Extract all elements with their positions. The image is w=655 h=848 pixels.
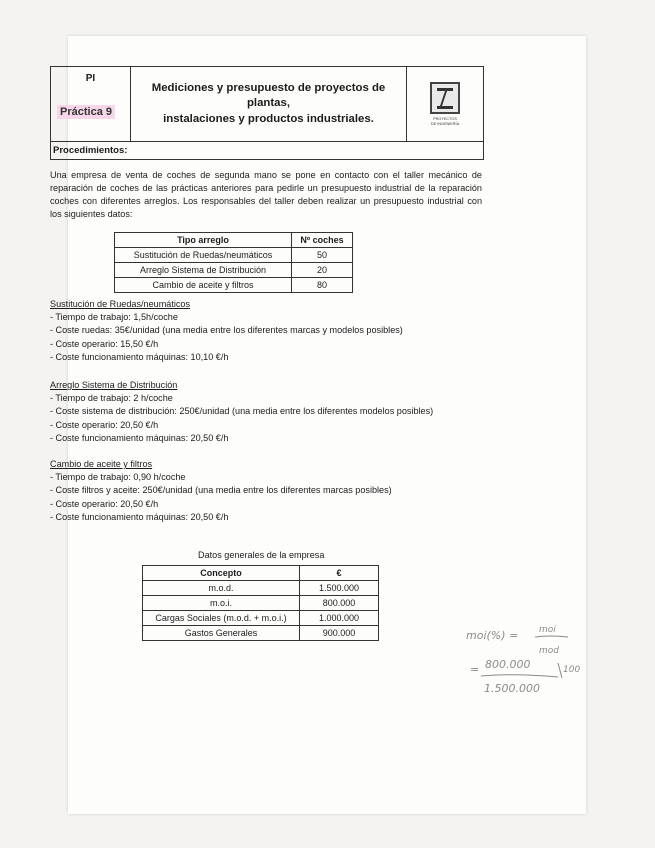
table-cell: Arreglo Sistema de Distribución [115,263,292,278]
handwritten-fraction-den: mod [539,646,559,656]
section-line: - Tiempo de trabajo: 0,90 h/coche [50,472,186,483]
handwritten-fraction2-bar [481,675,558,677]
empresa-table-title: Datos generales de la empresa [198,550,325,560]
handwritten-times-mark [558,663,562,678]
practice-number: Práctica 9 [57,105,115,119]
column-header: € [300,566,379,581]
table-cell: 800.000 [300,596,379,611]
section-title: Cambio de aceite y filtros [50,459,153,469]
title-line-2: instalaciones y productos industriales. [163,112,374,125]
handwritten-fraction-bar [535,636,568,637]
section-line: - Coste operario: 15,50 €/h [50,338,159,349]
table-cell: 1.000.000 [300,611,379,626]
section-line: - Coste funcionamiento máquinas: 20,50 €/h [50,511,229,522]
table-cell: 1.500.000 [300,581,379,596]
table-cell: 50 [292,248,353,263]
handwritten-fraction2-num: 800.000 [485,658,531,671]
section-line: - Coste filtros y aceite: 250€/unidad (una media entre los diferentes marcas posibles) [50,485,392,496]
section-line: - Coste operario: 20,50 €/h [50,419,159,430]
procedimientos-label: Procedimientos: [50,142,484,160]
course-code: PI [85,73,96,84]
table-cell: Cargas Sociales (m.o.d. + m.o.i.) [143,611,300,626]
table-cell: Cambio de aceite y filtros [115,278,292,293]
handwritten-fraction-num: moi [539,625,556,635]
table-cell: m.o.i. [143,596,300,611]
logo-caption: PROYECTOS DE INGENIERÍA [430,116,460,126]
column-header: Tipo arreglo [115,233,292,248]
section-line: - Coste ruedas: 35€/unidad (una media entre los diferentes marcas y modelos posibles) [50,325,403,336]
section-line: - Coste funcionamiento máquinas: 20,50 €/h [50,432,229,443]
column-header: Nº coches [292,233,353,248]
section-line: - Coste sistema de distribución: 250€/unidad (una media entre los diferentes modelos posibles) [50,406,434,417]
section-title: Arreglo Sistema de Distribución [50,380,178,390]
column-header: Concepto [143,566,300,581]
section-line: - Coste funcionamiento máquinas: 10,10 €/h [50,351,229,362]
table-cell: Sustitución de Ruedas/neumáticos [115,248,292,263]
section-line: - Coste operario: 20,50 €/h [50,498,159,509]
handwritten-times: 100 [563,665,581,675]
table-cell: 900.000 [300,626,379,641]
table-cell: m.o.d. [143,581,300,596]
table-cell: Gastos Generales [143,626,300,641]
table-cell: 80 [292,278,353,293]
title-line-1: Mediciones y presupuesto de proyectos de plantas, [151,81,386,110]
section-line: - Tiempo de trabajo: 2 h/coche [50,393,173,404]
intro-paragraph: Una empresa de venta de coches de segunda mano se pone en contacto con el taller mecánico de reparación de coches de las prácticas anteriores para pedirle un presupuesto industrial de la reparación coches con diferentes arreglos. Los responsables del taller deben realizar un presupuesto industrial con los siguientes datos: [50,170,482,219]
section-title: Sustitución de Ruedas/neumáticos [50,299,191,309]
handwritten-equals: = [470,663,480,676]
table-cell: 20 [292,263,353,278]
handwritten-moi-label: moi(%) = [466,629,519,642]
section-line: - Tiempo de trabajo: 1,5h/coche [50,312,178,323]
handwritten-fraction2-den: 1.500.000 [484,682,540,695]
